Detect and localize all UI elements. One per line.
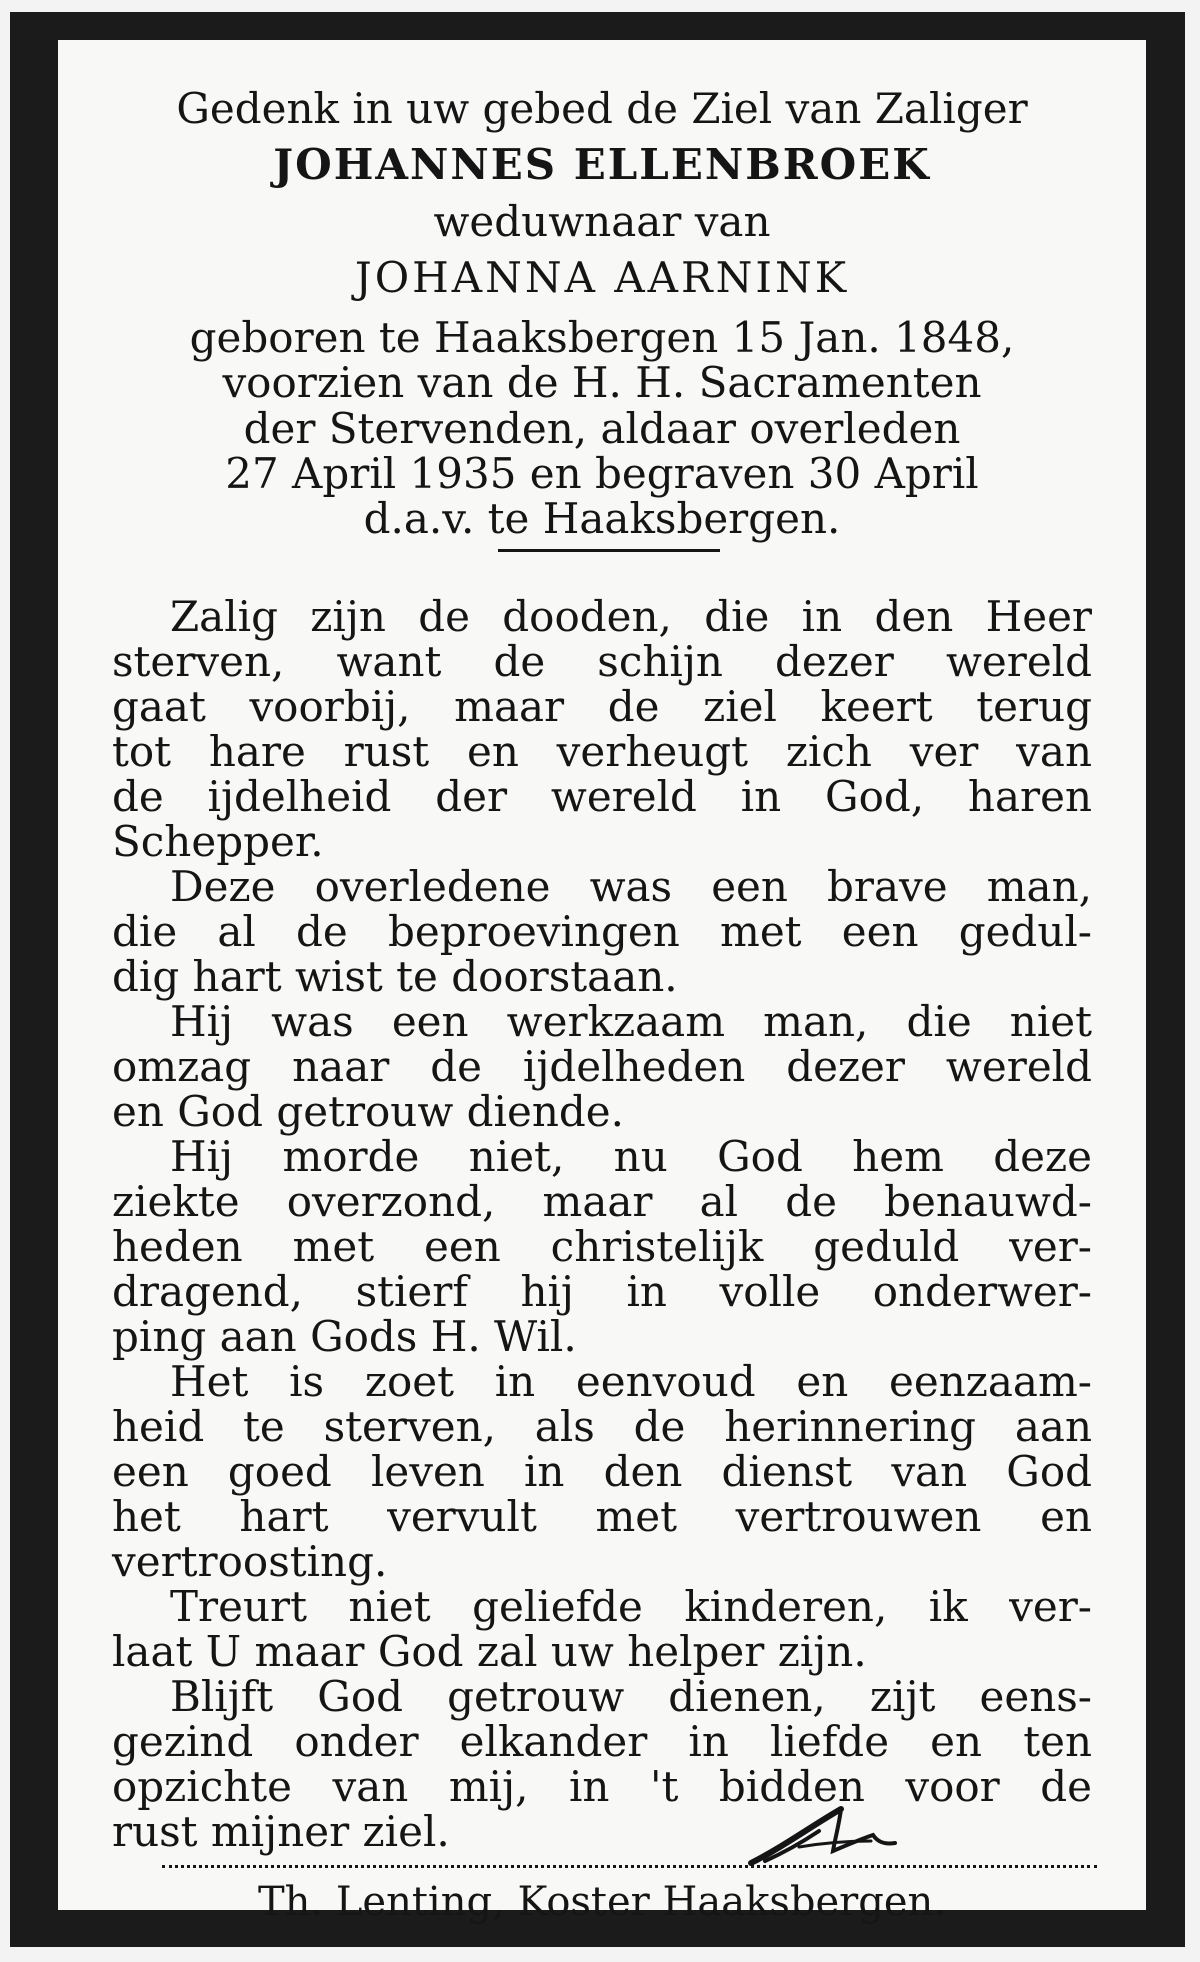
header-remember-line: Gedenk in uw gebed de Ziel van Zaliger bbox=[176, 84, 1028, 133]
text-line: Hij was een werkzaam man, die niet bbox=[170, 997, 1092, 1046]
text-line: vertroosting. bbox=[112, 1537, 388, 1586]
divider-rule bbox=[498, 549, 720, 552]
sacraments-line-2: der Stervenden, aldaar overleden bbox=[243, 404, 961, 453]
text-line: Zalig zijn de dooden, die in den Heer bbox=[170, 592, 1092, 641]
card-paper bbox=[58, 40, 1146, 1925]
text-line: de ijdelheid der wereld in God, haren bbox=[112, 772, 1092, 821]
handwritten-signature bbox=[743, 1795, 923, 1875]
text-line: ping aan Gods H. Wil. bbox=[112, 1312, 577, 1361]
text-line: tot hare rust en verheugt zich ver van bbox=[112, 727, 1092, 776]
text-line: het hart vervult met vertrouwen en bbox=[112, 1492, 1092, 1541]
text-line: heden met een christelijk geduld ver- bbox=[112, 1222, 1092, 1271]
text-line: laat U maar God zal uw helper zijn. bbox=[112, 1627, 867, 1676]
sacraments-line-1: voorzien van de H. H. Sacramenten bbox=[222, 358, 982, 407]
text-line: Hij morde niet, nu God hem deze bbox=[170, 1132, 1092, 1181]
text-line: opzichte van mij, in 't bidden voor de bbox=[112, 1762, 1092, 1811]
text-line: dragend, stierf hij in volle onderwer- bbox=[112, 1267, 1092, 1316]
text-line: Blijft God getrouw dienen, zijt eens- bbox=[170, 1672, 1092, 1721]
text-line: heid te sterven, als de herinnering aan bbox=[112, 1402, 1092, 1451]
text-line: dig hart wist te doorstaan. bbox=[112, 952, 678, 1001]
spouse-name: JOHANNA AARNINK bbox=[354, 253, 850, 302]
place-line: d.a.v. te Haaksbergen. bbox=[363, 494, 841, 543]
text-line: gezind onder elkander in liefde en ten bbox=[112, 1717, 1092, 1766]
text-line: ziekte overzond, maar al de benauwd- bbox=[112, 1177, 1092, 1226]
dates-line: 27 April 1935 en begraven 30 April bbox=[225, 449, 979, 498]
text-line: gaat voorbij, maar de ziel keert terug bbox=[112, 682, 1092, 731]
text-line: rust mijner ziel. bbox=[112, 1807, 450, 1856]
text-line: omzag naar de ijdelheden dezer wereld bbox=[112, 1042, 1092, 1091]
text-line: Schepper. bbox=[112, 817, 324, 866]
text-line: een goed leven in den dienst van God bbox=[112, 1447, 1092, 1496]
text-line: en God getrouw diende. bbox=[112, 1087, 624, 1136]
birth-line: geboren te Haaksbergen 15 Jan. 1848, bbox=[189, 313, 1015, 362]
text-line: Het is zoet in eenvoud en eenzaam- bbox=[170, 1357, 1092, 1406]
text-line: sterven, want de schijn dezer wereld bbox=[112, 637, 1092, 686]
printer-imprint: Th. Lenting, Koster Haaksbergen. bbox=[257, 1879, 947, 1925]
text-line: Deze overledene was een brave man, bbox=[170, 862, 1092, 911]
text-line: die al de beproevingen met een gedul- bbox=[112, 907, 1092, 956]
text-line: Treurt niet geliefde kinderen, ik ver- bbox=[170, 1582, 1092, 1631]
deceased-name: JOHANNES ELLENBROEK bbox=[273, 140, 931, 189]
relation-line: weduwnaar van bbox=[433, 197, 771, 246]
footer-dotted-rule bbox=[162, 1865, 1097, 1868]
